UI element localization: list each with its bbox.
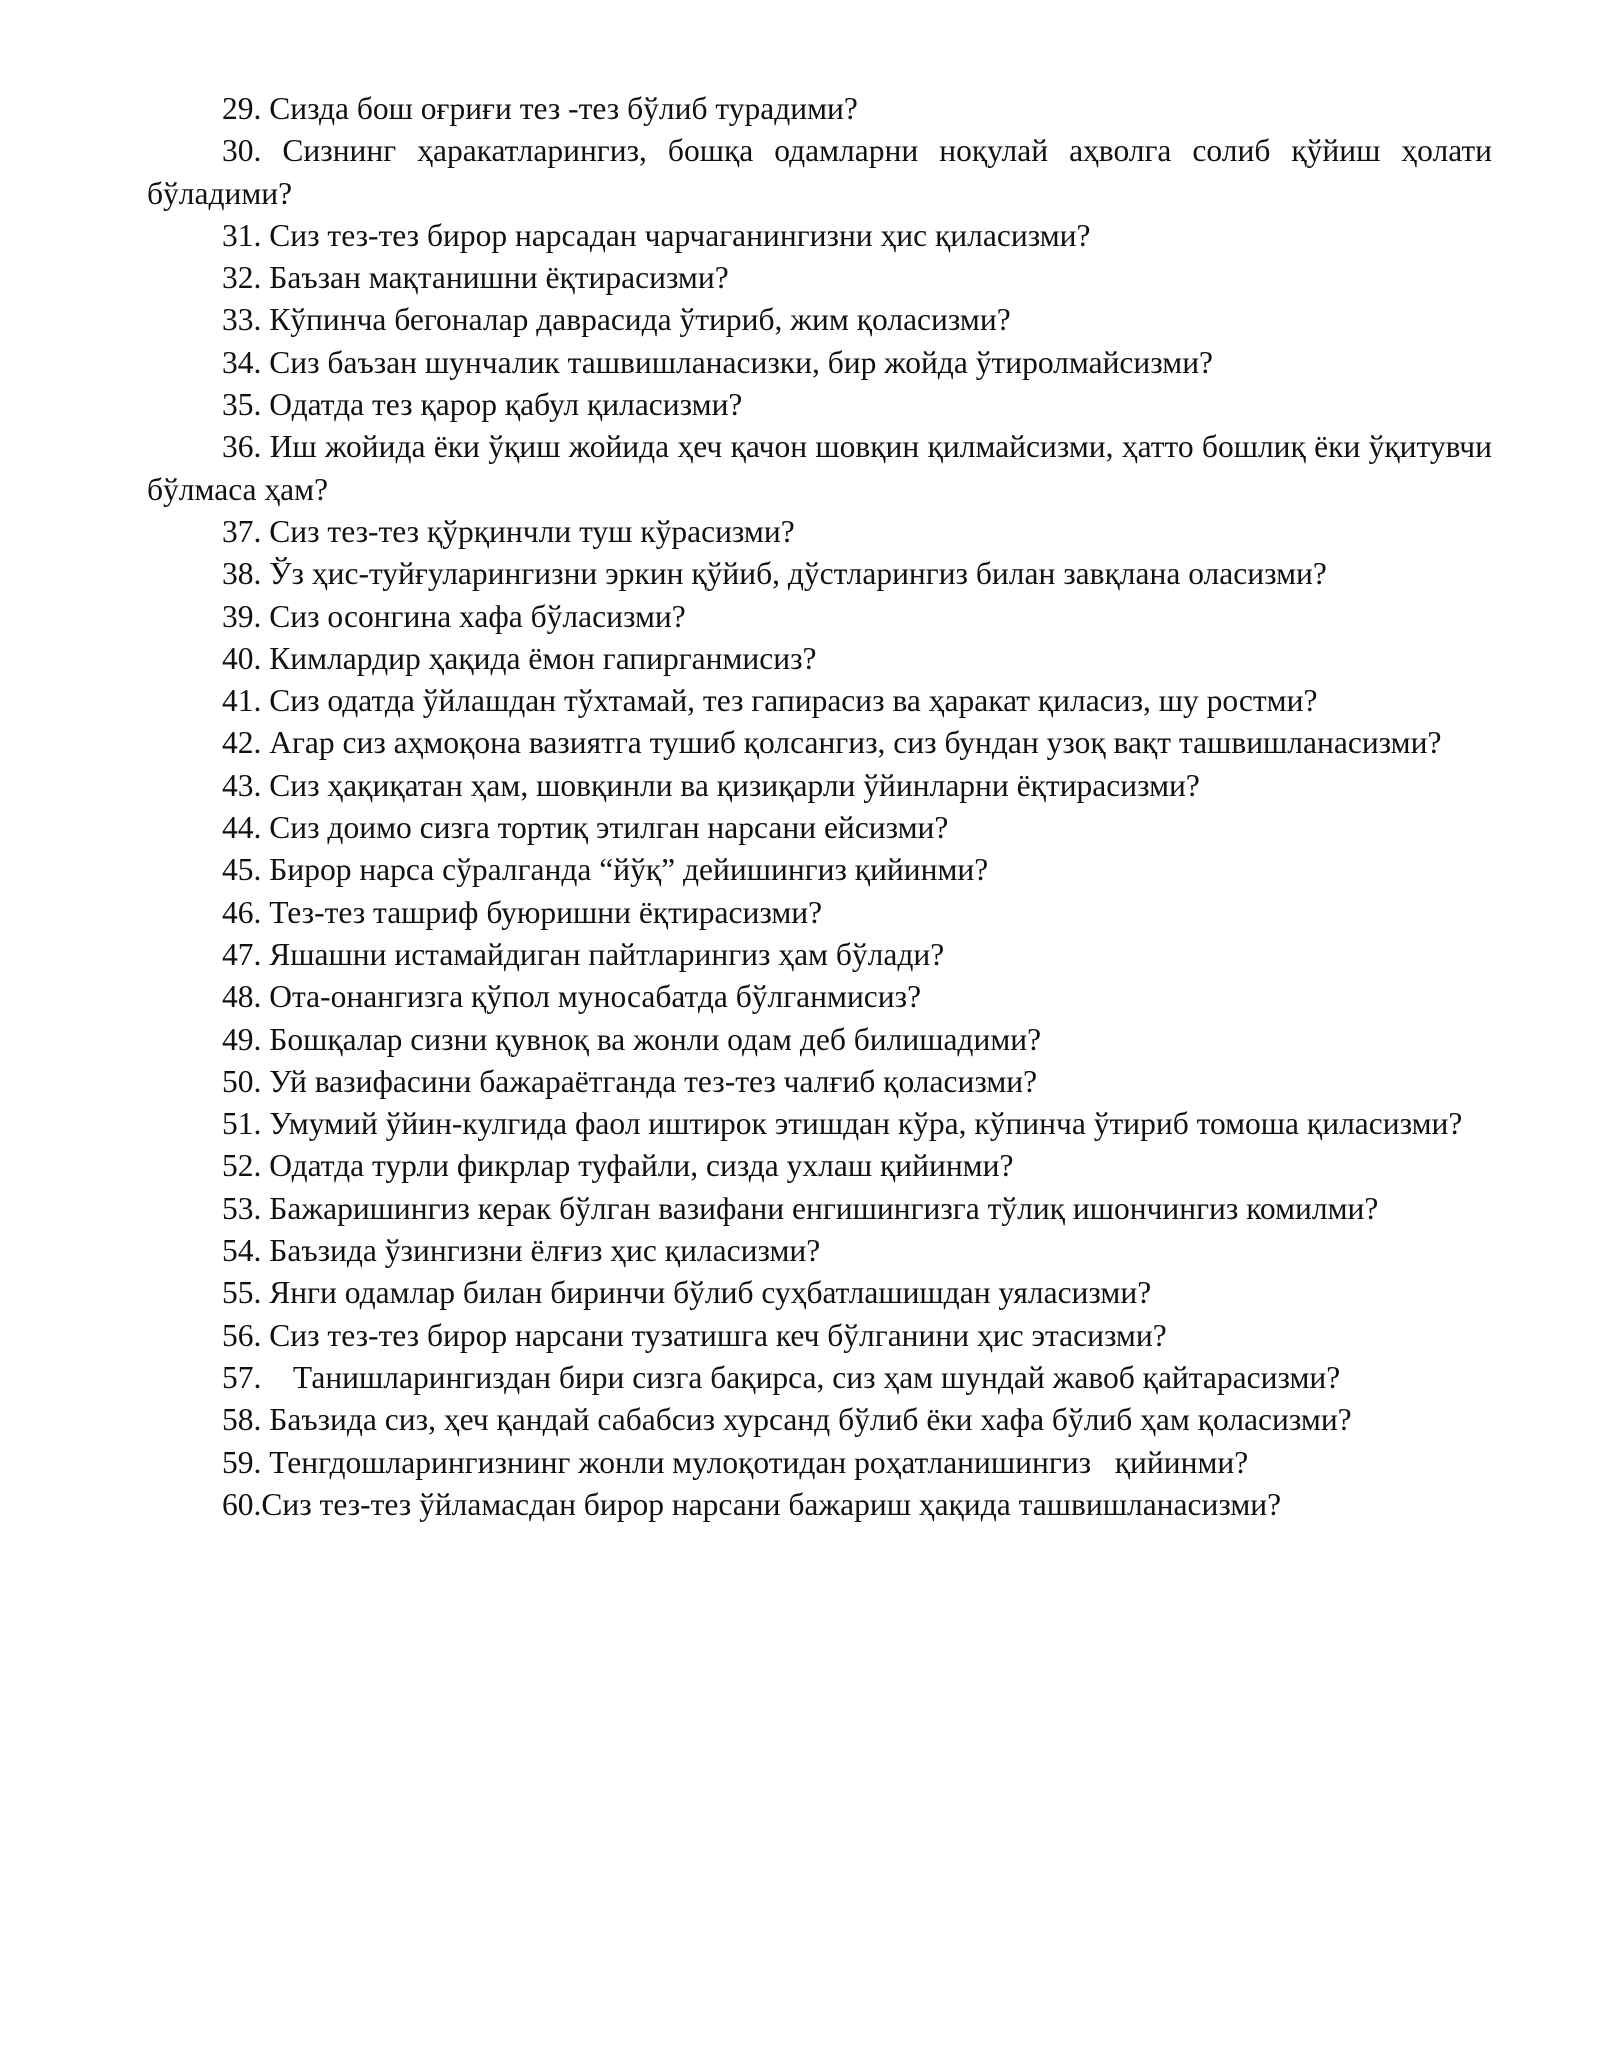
question-47: 47. Яшашни истамайдиган пайтларингиз ҳам бўлади? [222,936,945,972]
question-34: 34. Сиз баъзан шунчалик ташвишланасизки, бир жойда ўтиролмайсизми? [222,344,1214,380]
question-36: 36. Иш жойида ёки ўқиш жойида ҳеч қачон шовқин қилмайсизми, ҳатто бошлиқ ёки ўқитувчи бўлмаса ҳам? [147,429,1492,507]
question-29: 29. Сизда бош оғриғи тез -тез бўлиб турадими? [222,91,858,126]
question-53: 53. Бажаришингиз керак бўлган вазифани енгишингизга тўлиқ ишончингиз комилми? [222,1190,1379,1226]
question-43: 43. Сиз ҳақиқатан ҳам, шовқинли ва қизиқарли ўйинларни ёқтирасизми? [222,767,1200,803]
question-39: 39. Сиз осонгина хафа бўласизми? [222,598,686,634]
question-42: 42. Агар сиз аҳмоқона вазиятга тушиб қолсангиз, сиз бундан узоқ вақт ташвишланасизми? [222,725,1442,761]
question-52: 52. Одатда турли фикрлар туфайли, сизда ухлаш қийинми? [222,1148,1014,1184]
question-54: 54. Баъзида ўзингизни ёлғиз ҳис қиласизми? [222,1233,821,1269]
question-57: 57. Танишларингиздан бири сизга бақирса, сиз ҳам шундай жавоб қайтарасизми? [222,1359,1341,1395]
question-44: 44. Сиз доимо сизга тортиқ этилган нарсани ейсизми? [222,810,949,846]
question-37: 37. Сиз тез-тез қўрқинчли туш кўрасизми? [222,513,795,549]
question-35: 35. Одатда тез қарор қабул қиласизми? [222,387,743,423]
question-45: 45. Бирор нарса сўралганда “йўқ” дейишингиз қийинми? [222,852,989,888]
question-55: 55. Янги одамлар билан биринчи бўлиб суҳбатлашишдан уяласизми? [222,1275,1152,1311]
question-60: 60.Сиз тез-тез ўйламасдан бирор нарсани бажариш ҳақида ташвишланасизми? [222,1486,1282,1522]
question-32: 32. Баъзан мақтанишни ёқтирасизми? [222,260,729,296]
question-31: 31. Сиз тез-тез бирор нарсадан чарчаганингизни ҳис қиласизми? [222,217,1091,253]
question-30: 30. Сизнинг ҳаракатларингиз, бошқа одамларни ноқулай аҳволга солиб қўйиш ҳолати бўладими? [147,133,1492,211]
question-41: 41. Сиз одатда ўйлашдан тўхтамай, тез гапирасиз ва ҳаракат қиласиз, шу ростми? [222,683,1318,719]
questionnaire-page [147,88,1492,1526]
question-49: 49. Бошқалар сизни қувноқ ва жонли одам деб билишадими? [222,1021,1042,1057]
question-33: 33. Кўпинча бегоналар даврасида ўтириб, жим қоласизми? [222,302,1011,338]
question-40: 40. Кимлардир ҳақида ёмон гапирганмисиз? [222,640,817,676]
question-56: 56. Сиз тез-тез бирор нарсани тузатишга кеч бўлганини ҳис этасизми? [222,1317,1167,1353]
question-59: 59. Тенгдошларингизнинг жонли мулоқотидан роҳатланишингиз қийинми? [222,1444,1249,1480]
question-58: 58. Баъзида сиз, ҳеч қандай сабабсиз хурсанд бўлиб ёки хафа бўлиб ҳам қоласизми? [222,1402,1352,1438]
question-50: 50. Уй вазифасини бажараётганда тез-тез чалғиб қоласизми? [222,1063,1038,1099]
question-51: 51. Умумий ўйин-кулгида фаол иштирок этишдан кўра, кўпинча ўтириб томоша қиласизми? [222,1106,1463,1142]
question-46: 46. Тез-тез ташриф буюришни ёқтирасизми? [222,894,823,930]
question-48: 48. Ота-онангизга қўпол муносабатда бўлганмисиз? [222,979,922,1015]
question-38: 38. Ўз ҳис-туйғуларингизни эркин қўйиб, дўстларингиз билан завқлана оласизми? [222,556,1327,592]
